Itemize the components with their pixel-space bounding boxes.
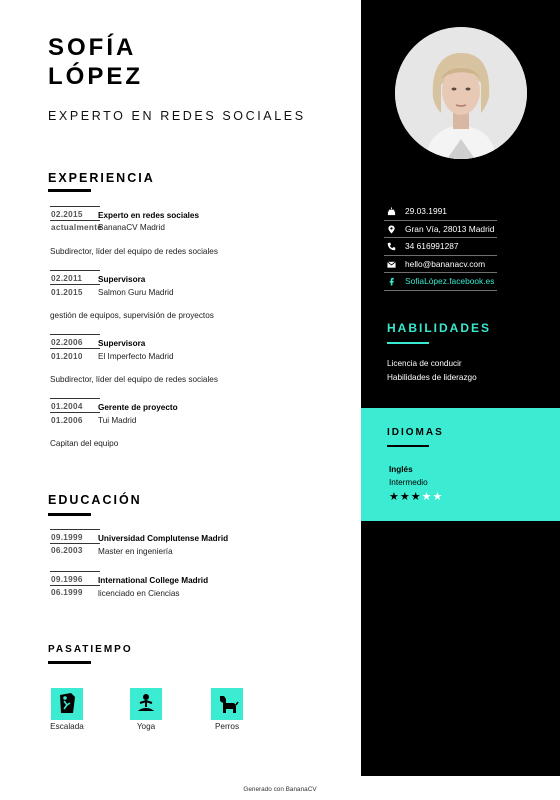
date-divider bbox=[50, 398, 100, 399]
contact-facebook[interactable] bbox=[384, 273, 497, 291]
skill-item: Licencia de conducir bbox=[387, 359, 462, 368]
experience-description: Subdirector, líder del equipo de redes sociales bbox=[50, 375, 218, 384]
hobbies-heading-underline bbox=[48, 661, 91, 664]
experience-title: Gerente de proyecto bbox=[98, 403, 178, 412]
skills-heading: HABILIDADES bbox=[387, 321, 492, 335]
education-detail: Master en ingeniería bbox=[98, 547, 173, 556]
education-title: Universidad Complutense Madrid bbox=[98, 534, 229, 543]
candidate-last-name: LÓPEZ bbox=[48, 63, 144, 90]
skills-heading-underline bbox=[387, 342, 429, 344]
experience-title: Supervisora bbox=[98, 339, 146, 348]
contact-facebook-text: SofiaLópez.facebook.es bbox=[405, 276, 495, 286]
contact-birthdate bbox=[384, 203, 497, 221]
experience-date-start: 01.2004 bbox=[51, 402, 83, 411]
contact-email-text: hello@bananacv.com bbox=[405, 258, 486, 269]
experience-description: Subdirector, líder del equipo de redes sociales bbox=[50, 247, 218, 256]
date-divider bbox=[50, 348, 100, 349]
education-date-start: 09.1996 bbox=[51, 575, 83, 584]
facebook-icon bbox=[387, 277, 396, 286]
date-divider bbox=[50, 571, 100, 572]
contact-birthdate-text: 29.03.1991 bbox=[405, 206, 447, 216]
dog-icon bbox=[211, 688, 243, 720]
experience-title: Experto en redes sociales bbox=[98, 211, 200, 220]
star-empty-icon: ★ bbox=[421, 491, 433, 503]
contact-address-text: Gran Vía, 28013 Madrid bbox=[405, 223, 495, 234]
date-divider bbox=[50, 412, 100, 413]
experience-heading: EXPERIENCIA bbox=[48, 171, 155, 185]
experience-description: gestión de equipos, supervisión de proyectos bbox=[50, 311, 214, 320]
education-date-end: 06.1999 bbox=[51, 588, 83, 597]
education-title: International College Madrid bbox=[98, 576, 209, 585]
language-rating-stars bbox=[389, 490, 443, 503]
education-date-end: 06.2003 bbox=[51, 546, 83, 555]
skill-item: Habilidades de liderazgo bbox=[387, 373, 477, 382]
star-filled-icon: ★ bbox=[410, 491, 422, 503]
language-level: Intermedio bbox=[389, 478, 428, 487]
date-divider bbox=[50, 206, 100, 207]
experience-date-end: 01.2006 bbox=[51, 416, 83, 425]
candidate-first-name: SOFÍA bbox=[48, 34, 137, 61]
envelope-icon bbox=[387, 260, 396, 269]
hobbies-heading: PASATIEMPO bbox=[48, 644, 133, 655]
experience-description: Capitan del equipo bbox=[50, 439, 119, 448]
education-date-start: 09.1999 bbox=[51, 533, 83, 542]
date-divider bbox=[50, 270, 100, 271]
date-divider bbox=[50, 585, 100, 586]
experience-date-end: 01.2015 bbox=[51, 288, 83, 297]
date-divider bbox=[50, 334, 100, 335]
date-divider bbox=[50, 529, 100, 530]
contact-phone-text: 34 616991287 bbox=[405, 241, 459, 251]
contact-address bbox=[384, 221, 497, 239]
profile-photo bbox=[395, 27, 527, 159]
experience-company: El Imperfecto Madrid bbox=[98, 352, 174, 361]
experience-heading-underline bbox=[48, 189, 91, 192]
contact-list bbox=[384, 203, 497, 291]
phone-icon bbox=[387, 242, 396, 251]
experience-date-start: 02.2015 bbox=[51, 210, 83, 219]
candidate-name bbox=[48, 33, 143, 91]
hobby-label: Yoga bbox=[136, 722, 156, 731]
languages-heading-underline bbox=[387, 445, 429, 447]
location-pin-icon bbox=[387, 225, 396, 234]
hobby-label: Perros bbox=[214, 722, 240, 731]
language-name: Inglés bbox=[389, 465, 413, 474]
languages-heading: IDIOMAS bbox=[387, 427, 444, 438]
star-empty-icon: ★ bbox=[432, 491, 444, 503]
star-filled-icon: ★ bbox=[389, 491, 400, 503]
education-detail: licenciado en Ciencias bbox=[98, 589, 180, 598]
experience-title: Supervisora bbox=[98, 275, 146, 284]
experience-date-end: 01.2010 bbox=[51, 352, 83, 361]
experience-date-start: 02.2011 bbox=[51, 274, 83, 283]
climbing-icon bbox=[51, 688, 83, 720]
experience-date-end: actualmente bbox=[51, 223, 103, 232]
candidate-role: EXPERTO EN REDES SOCIALES bbox=[48, 109, 306, 123]
cake-icon bbox=[387, 207, 396, 216]
experience-company: Salmon Guru Madrid bbox=[98, 288, 174, 297]
yoga-icon bbox=[130, 688, 162, 720]
date-divider bbox=[50, 284, 100, 285]
date-divider bbox=[50, 220, 100, 221]
experience-date-start: 02.2006 bbox=[51, 338, 83, 347]
education-heading: EDUCACIÓN bbox=[48, 493, 142, 507]
experience-company: BananaCV Madrid bbox=[98, 223, 165, 232]
education-heading-underline bbox=[48, 513, 91, 516]
footer-credit: Generado con BananaCV bbox=[243, 786, 317, 793]
date-divider bbox=[50, 543, 100, 544]
hobby-label: Escalada bbox=[50, 722, 84, 731]
contact-email[interactable] bbox=[384, 256, 497, 274]
experience-company: Tui Madrid bbox=[98, 416, 137, 425]
contact-phone[interactable] bbox=[384, 238, 497, 256]
star-filled-icon: ★ bbox=[399, 491, 411, 503]
